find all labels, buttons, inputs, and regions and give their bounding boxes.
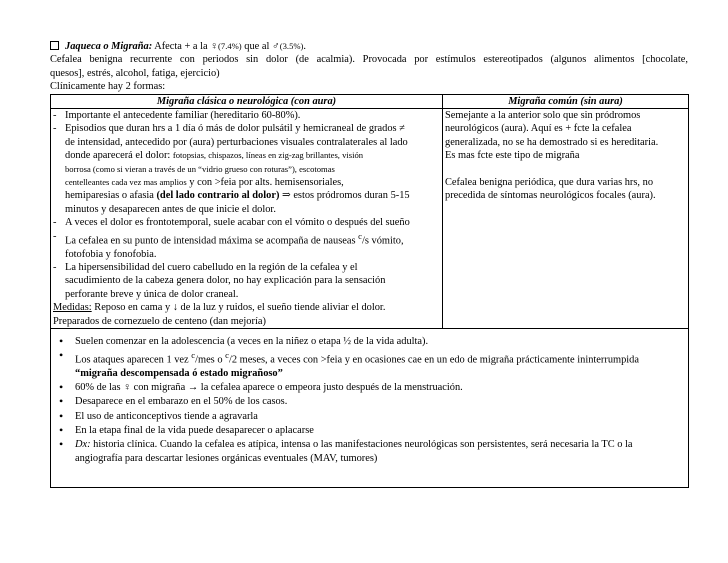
checkbox-bullet-icon bbox=[50, 41, 59, 50]
list-item: • Suelen comenzar en la adolescencia (a veces en la niñez o etapa ½ de la vida adulta). bbox=[59, 335, 686, 349]
intro-line-2: quesos], estrés, alcohol, fatiga, ejercicio) bbox=[50, 67, 220, 79]
list-item: • 60% de las ♀ con migraña → la cefalea aparece o empeora justo después de la menstruación. bbox=[59, 381, 686, 395]
list-item: • Los ataques aparecen 1 vez $^c$/mes o $^c$/2 meses, a veces con >feia y en ocasiones cae en un edo de migraña prácticamente ininterrumpida “migraña descompensada ó estado migrañoso” bbox=[59, 349, 686, 380]
heading-title: Jaqueca o Migraña: bbox=[65, 41, 153, 52]
male-percentage: (3.5%) bbox=[279, 41, 304, 51]
classic-migraine-header: Migraña clásica o neurológica (con aura) bbox=[51, 94, 443, 108]
common-migraine-header: Migraña común (sin aura) bbox=[443, 94, 689, 108]
common-text-line: Cefalea benigna periódica, que dura varias hrs, no bbox=[445, 177, 654, 189]
heading-text: . bbox=[303, 41, 306, 52]
section-heading bbox=[50, 40, 688, 53]
intro-line-1: Cefalea benigna recurrente con periodos sin dolor (de acalmia). Provocada por estímulos estereotipados (algunos alimentos [chocolate, bbox=[50, 54, 688, 66]
general-notes-cell bbox=[51, 329, 689, 488]
medidas-line: Medidas: Reposo en cama y ↓ de la luz y ruidos, el sueño tiende aliviar el dolor. bbox=[53, 302, 386, 314]
list-item: • El uso de anticonceptivos tiende a agravarla bbox=[59, 410, 686, 424]
list-item: • Dx: historia clínica. Cuando la cefalea es atípica, intensa o las manifestaciones neurológicas son persistentes, será necesaria la TC o la angiografía para descartar lesiones orgánicas eventuales (MAV, tumores) bbox=[59, 438, 686, 465]
list-item: - Episodios que duran hrs a 1 día ó más de dolor pulsátil y hemicraneal de grados ≠ de intensidad, antecedido por (aura) perturbaciones visuales contralaterales al lado donde aparecerá el dolor: fotopsias, chispazos, líneas en zig-zag brillantes, visión borrosa (como si vieran a través de un “vidrio grueso con roturas”), escotomas centelleantes cada vez mas amplios y con >feia por alts. hemisensoriales, hemiparesias o afasia (del lado contrario al dolor) ⇒ estos pródromos duran 5-15 minutos y desaparecen antes de que inicie el dolor. bbox=[53, 123, 410, 215]
classic-migraine-cell bbox=[51, 109, 443, 329]
female-percentage: (7.4%) bbox=[218, 41, 242, 51]
list-item: - A veces el dolor es frontotemporal, suele acabar con el vómito o después del sueño bbox=[53, 217, 410, 229]
intro-line-3: Clínicamente hay 2 formas: bbox=[50, 81, 166, 93]
common-text-line: Es mas fcte este tipo de migraña bbox=[445, 150, 580, 162]
common-text-line: neurológicos (aura). Aquí es + fcte la cefalea bbox=[445, 123, 632, 135]
list-item: - La cefalea en su punto de intensidad máxima se acompaña de nauseas $^c$/s vómito, fotofobia y fonofobia. bbox=[53, 230, 404, 260]
document-page bbox=[50, 40, 688, 488]
common-text-line: precedida de síntomas neurológicos focales (aura). bbox=[445, 190, 656, 202]
common-migraine-cell bbox=[443, 109, 689, 329]
preparados-line: Preparados de cornezuelo de centeno (dan mejoría) bbox=[53, 315, 266, 327]
list-item: - Importante el antecedente familiar (hereditario 60-80%). bbox=[53, 110, 301, 122]
list-item: • Desaparece en el embarazo en el 50% de los casos. bbox=[59, 395, 686, 409]
common-text-line: generalizada, no se ha demostrado si es hereditaria. bbox=[445, 136, 659, 148]
heading-text: que al ♂ bbox=[241, 41, 280, 52]
list-item: • En la etapa final de la vida puede desaparecer o aplacarse bbox=[59, 424, 686, 438]
migraine-table bbox=[50, 94, 689, 488]
common-text-line: Semejante a la anterior solo que sin pródromos bbox=[445, 110, 641, 122]
list-item: - La hipersensibilidad del cuero cabelludo en la región de la cefalea y el sacudimiento de la cabeza genera dolor, no hay explicación para la sensación perforante breve y única de dolor craneal. bbox=[53, 261, 386, 300]
heading-text: Afecta + a la ♀ bbox=[152, 41, 219, 52]
general-notes-list bbox=[53, 329, 686, 469]
